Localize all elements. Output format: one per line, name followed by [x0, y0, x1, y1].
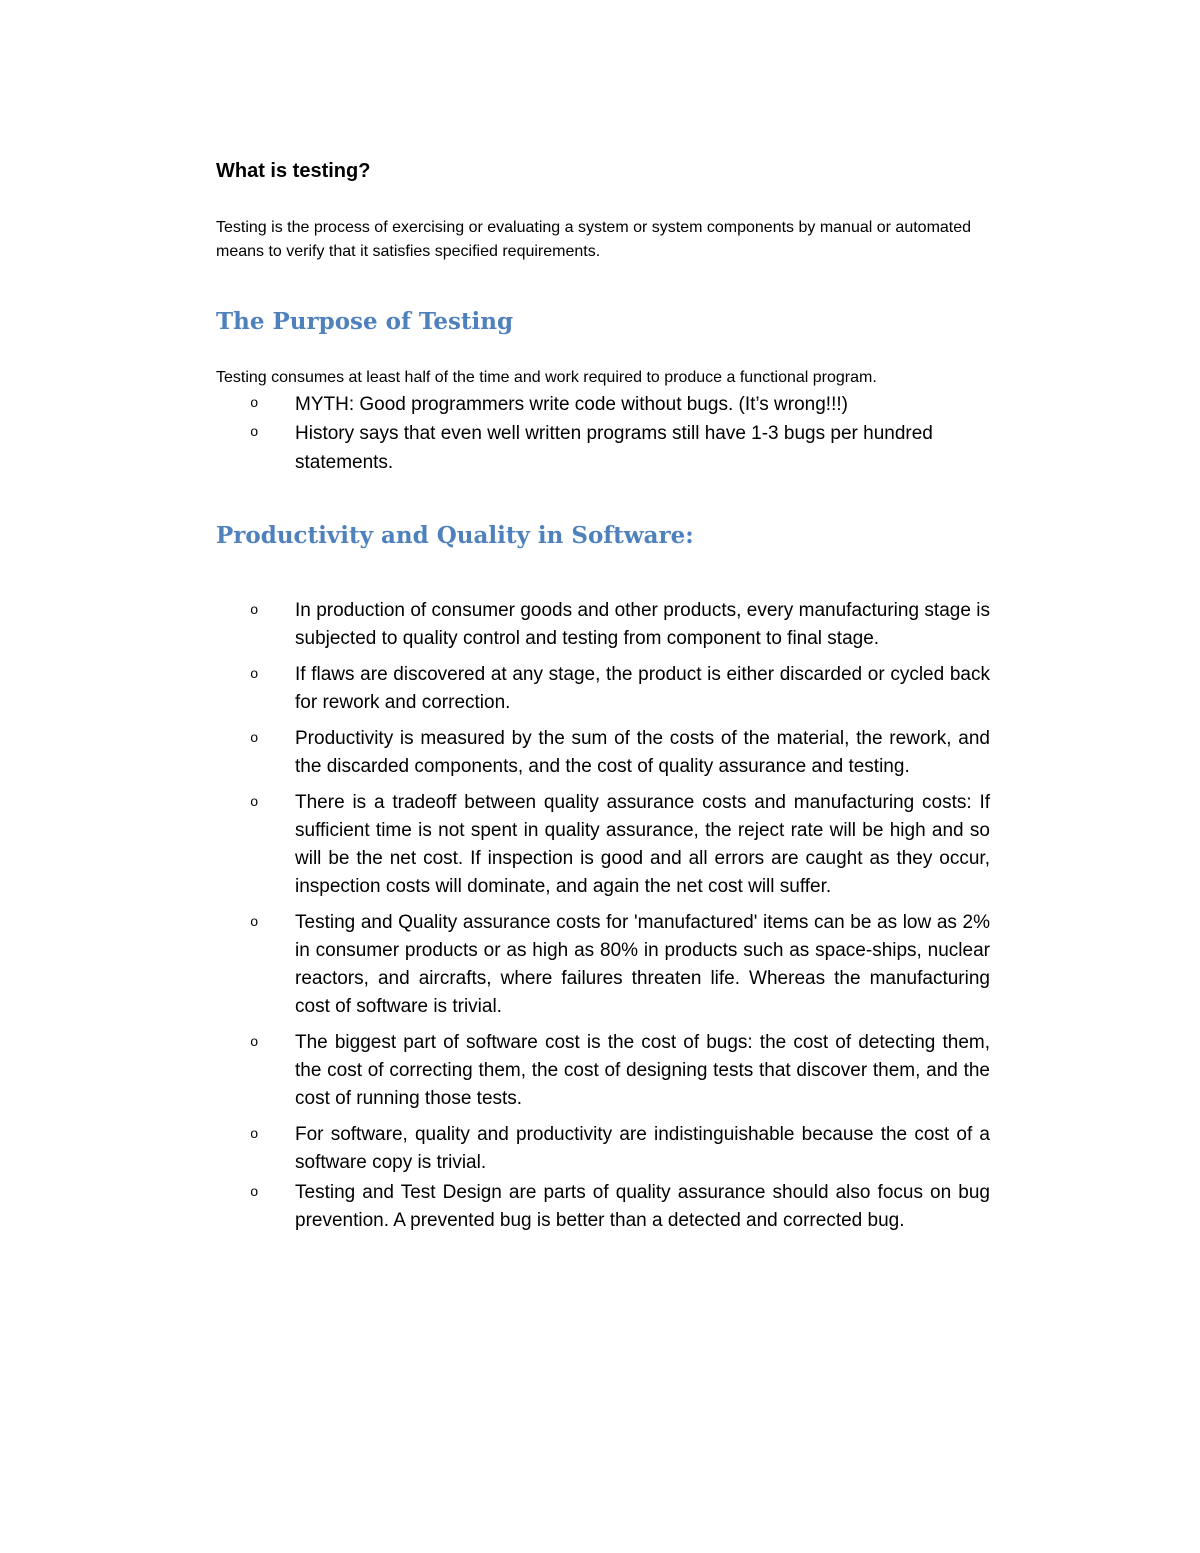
- purpose-bullet-list: [250, 390, 990, 477]
- bullet-icon: o: [250, 731, 259, 747]
- bullet-icon: o: [250, 1185, 259, 1201]
- list-item: [250, 661, 990, 717]
- list-item-text: In production of consumer goods and other products, every manufacturing stage is subjected to quality control and testing from component to final stage.: [295, 600, 990, 649]
- bullet-icon: o: [250, 425, 259, 441]
- list-item: [250, 1121, 990, 1177]
- list-item-text: MYTH: Good programmers write code without bugs. (It’s wrong!!!): [295, 394, 848, 415]
- heading-purpose-of-testing: The Purpose of Testing: [216, 308, 514, 335]
- bullet-icon: o: [250, 1035, 259, 1051]
- list-item-text: History says that even well written programs still have 1-3 bugs per hundred statements.: [295, 423, 933, 473]
- bullet-icon: o: [250, 1127, 259, 1143]
- bullet-icon: o: [250, 795, 259, 811]
- list-item-text: For software, quality and productivity are indistinguishable because the cost of a software copy is trivial.: [295, 1124, 990, 1173]
- bullet-icon: o: [250, 396, 259, 412]
- list-item: [250, 909, 990, 1021]
- list-item-text: The biggest part of software cost is the cost of bugs: the cost of detecting them, the cost of correcting them, the cost of designing tests that discover them, and the cost of running those tests.: [295, 1032, 990, 1109]
- bullet-icon: o: [250, 915, 259, 931]
- heading-productivity-quality: Productivity and Quality in Software:: [216, 522, 694, 549]
- list-item-text: Productivity is measured by the sum of the costs of the material, the rework, and the discarded components, and the cost of quality assurance and testing.: [295, 728, 990, 777]
- list-item: [250, 1029, 990, 1113]
- heading-what-is-testing: What is testing?: [216, 160, 371, 182]
- bullet-icon: o: [250, 603, 259, 619]
- list-item-text: Testing and Quality assurance costs for 'manufactured' items can be as low as 2% in consumer products or as high as 80% in products such as space-ships, nuclear reactors, and aircrafts, where failures threaten life. Whereas the manufacturing cost of software is trivial.: [295, 912, 990, 1017]
- bullet-icon: o: [250, 667, 259, 683]
- list-item: [250, 390, 990, 419]
- list-item: [250, 789, 990, 901]
- list-item-text: If flaws are discovered at any stage, the product is either discarded or cycled back for rework and correction.: [295, 664, 990, 713]
- productivity-bullet-list: [250, 597, 990, 1243]
- list-item-text: There is a tradeoff between quality assurance costs and manufacturing costs: If sufficient time is not spent in quality assurance, the reject rate will be high and so will be the net cost. If inspection is good and all errors are caught as they occur, inspection costs will dominate, and again the net cost will suffer.: [295, 792, 990, 897]
- list-item-text: Testing and Test Design are parts of quality assurance should also focus on bug prevention. A prevented bug is better than a detected and corrected bug.: [295, 1182, 990, 1231]
- list-item: [250, 1179, 990, 1235]
- paragraph-testing-definition: Testing is the process of exercising or evaluating a system or system components by manual or automated means to verify that it satisfies specified requirements.: [216, 219, 972, 260]
- paragraph-testing-consumes: Testing consumes at least half of the time and work required to produce a functional program.: [216, 369, 877, 386]
- list-item: [250, 725, 990, 781]
- list-item: [250, 419, 990, 477]
- list-item: [250, 597, 990, 653]
